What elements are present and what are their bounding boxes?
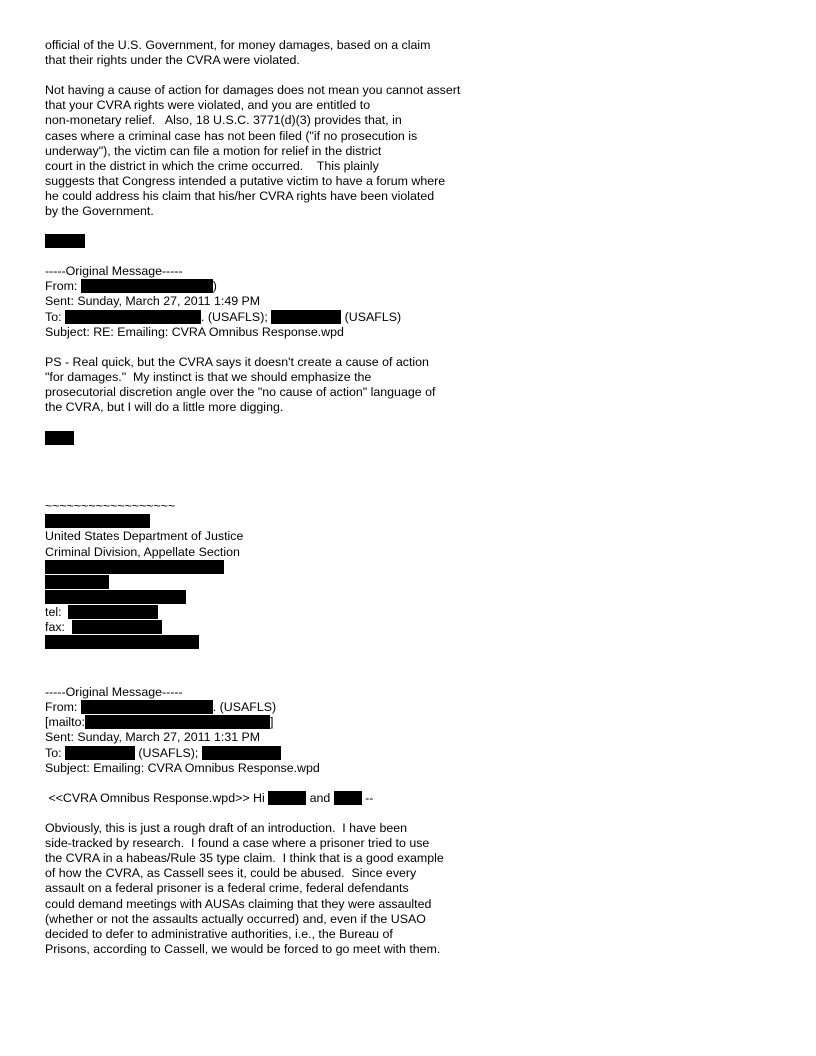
to-line (45, 310, 785, 325)
redaction-block (45, 431, 74, 445)
subject-line: Subject: Emailing: CVRA Omnibus Response.wpd (45, 760, 320, 775)
text-line: "for damages." My instinct is that we should emphasize the (45, 369, 372, 384)
fax-label: fax: (45, 620, 72, 634)
original-message-2 (45, 685, 785, 776)
text-line: assault on a federal prisoner is a federal crime, federal defendants (45, 881, 409, 896)
paragraph-2 (45, 83, 785, 219)
to-label: To: (45, 745, 65, 760)
redaction-block (68, 605, 158, 619)
text-line: official of the U.S. Government, for money damages, based on a claim (45, 38, 431, 52)
from-label: From: (45, 279, 81, 294)
text-line: the CVRA in a habeas/Rule 35 type claim. I think that is a good example (45, 851, 444, 866)
text-line: non-monetary relief. Also, 18 U.S.C. 3771(d)(3) provides that, in (45, 113, 402, 128)
text-line: prosecutorial discretion angle over the "no cause of action" language of (45, 384, 436, 399)
text-line: he could address his claim that his/her CVRA rights have been violated (45, 188, 435, 203)
sent-line: Sent: Sunday, March 27, 2011 1:49 PM (45, 294, 261, 309)
redaction-block (45, 590, 186, 604)
attachment-line (45, 791, 785, 806)
redaction-block (45, 560, 224, 574)
email-document (45, 38, 785, 957)
paragraph-3 (45, 355, 785, 415)
to-end: (USAFLS) (341, 309, 402, 324)
from-suffix: ) (212, 279, 217, 294)
sent-line: Sent: Sunday, March 27, 2011 1:31 PM (45, 730, 261, 745)
signature-tel (45, 605, 785, 620)
redaction-block (45, 635, 199, 649)
redaction-block (271, 310, 341, 324)
redaction-block (81, 700, 213, 714)
text-line: suggests that Congress intended a putative victim to have a forum where (45, 173, 446, 188)
to-mid: . (USAFLS); (200, 309, 272, 324)
redaction-block (202, 746, 281, 760)
from-label: From: (45, 700, 81, 715)
signature-department: United States Department of Justice (45, 529, 244, 544)
from-line (45, 700, 785, 715)
attachment-end: -- (361, 790, 374, 805)
redaction-block (45, 234, 85, 248)
text-line: cases where a criminal case has not been filed ("if no prosecution is (45, 128, 418, 143)
redaction-block (85, 715, 270, 729)
text-line: the CVRA, but I will do a little more digging. (45, 400, 284, 415)
attachment-prefix: <<CVRA Omnibus Response.wpd>> Hi (45, 790, 269, 805)
redaction-block (45, 575, 109, 589)
subject-line: Subject: RE: Emailing: CVRA Omnibus Response.wpd (45, 324, 344, 339)
text-line: Prisons, according to Cassell, we would be forced to go meet with them. (45, 941, 441, 956)
paragraph-1 (45, 38, 785, 68)
text-line: of how the CVRA, as Cassell sees it, could be abused. Since every (45, 866, 417, 881)
from-line (45, 279, 785, 294)
redaction-block (65, 310, 201, 324)
from-suffix: . (USAFLS) (212, 700, 277, 715)
text-line: that your CVRA rights were violated, and you are entitled to (45, 98, 371, 113)
text-line: by the Government. (45, 204, 154, 219)
message-header: -----Original Message----- (45, 685, 183, 700)
redaction-block (72, 620, 162, 634)
to-label: To: (45, 309, 65, 324)
signature-fax (45, 620, 785, 635)
text-line: Obviously, this is just a rough draft of an introduction. I have been (45, 821, 408, 836)
redaction-block (65, 746, 135, 760)
redaction-block (268, 791, 306, 805)
mailto-label: [mailto: (45, 715, 85, 730)
tel-label: tel: (45, 604, 69, 619)
signature-divider: ~~~~~~~~~~~~~~~~~~ (45, 499, 176, 514)
text-line: underway"), the victim can file a motion for relief in the district (45, 143, 382, 158)
text-line: decided to defer to administrative authorities, i.e., the Bureau of (45, 926, 393, 941)
mailto-line (45, 715, 785, 730)
text-line: could demand meetings with AUSAs claiming that they were assaulted (45, 896, 432, 911)
text-line: Not having a cause of action for damages does not mean you cannot assert (45, 83, 461, 98)
text-line: court in the district in which the crime occurred. This plainly (45, 158, 379, 173)
redaction-block (334, 791, 362, 805)
redaction-block (45, 514, 150, 528)
attachment-and: and (306, 790, 334, 805)
message-header: -----Original Message----- (45, 264, 183, 279)
paragraph-4 (45, 821, 785, 957)
text-line: (whether or not the assaults actually occurred) and, even if the USAO (45, 911, 426, 926)
signature-division: Criminal Division, Appellate Section (45, 544, 240, 559)
to-line (45, 746, 785, 761)
text-line: that their rights under the CVRA were violated. (45, 53, 300, 68)
signature-block (45, 499, 785, 650)
text-line: PS - Real quick, but the CVRA says it doesn't create a cause of action (45, 354, 429, 369)
mailto-suffix: ] (269, 715, 274, 730)
to-mid: (USAFLS); (134, 745, 202, 760)
text-line: side-tracked by research. I found a case where a prisoner tried to use (45, 836, 430, 851)
original-message-1 (45, 264, 785, 339)
redaction-block (81, 279, 213, 293)
